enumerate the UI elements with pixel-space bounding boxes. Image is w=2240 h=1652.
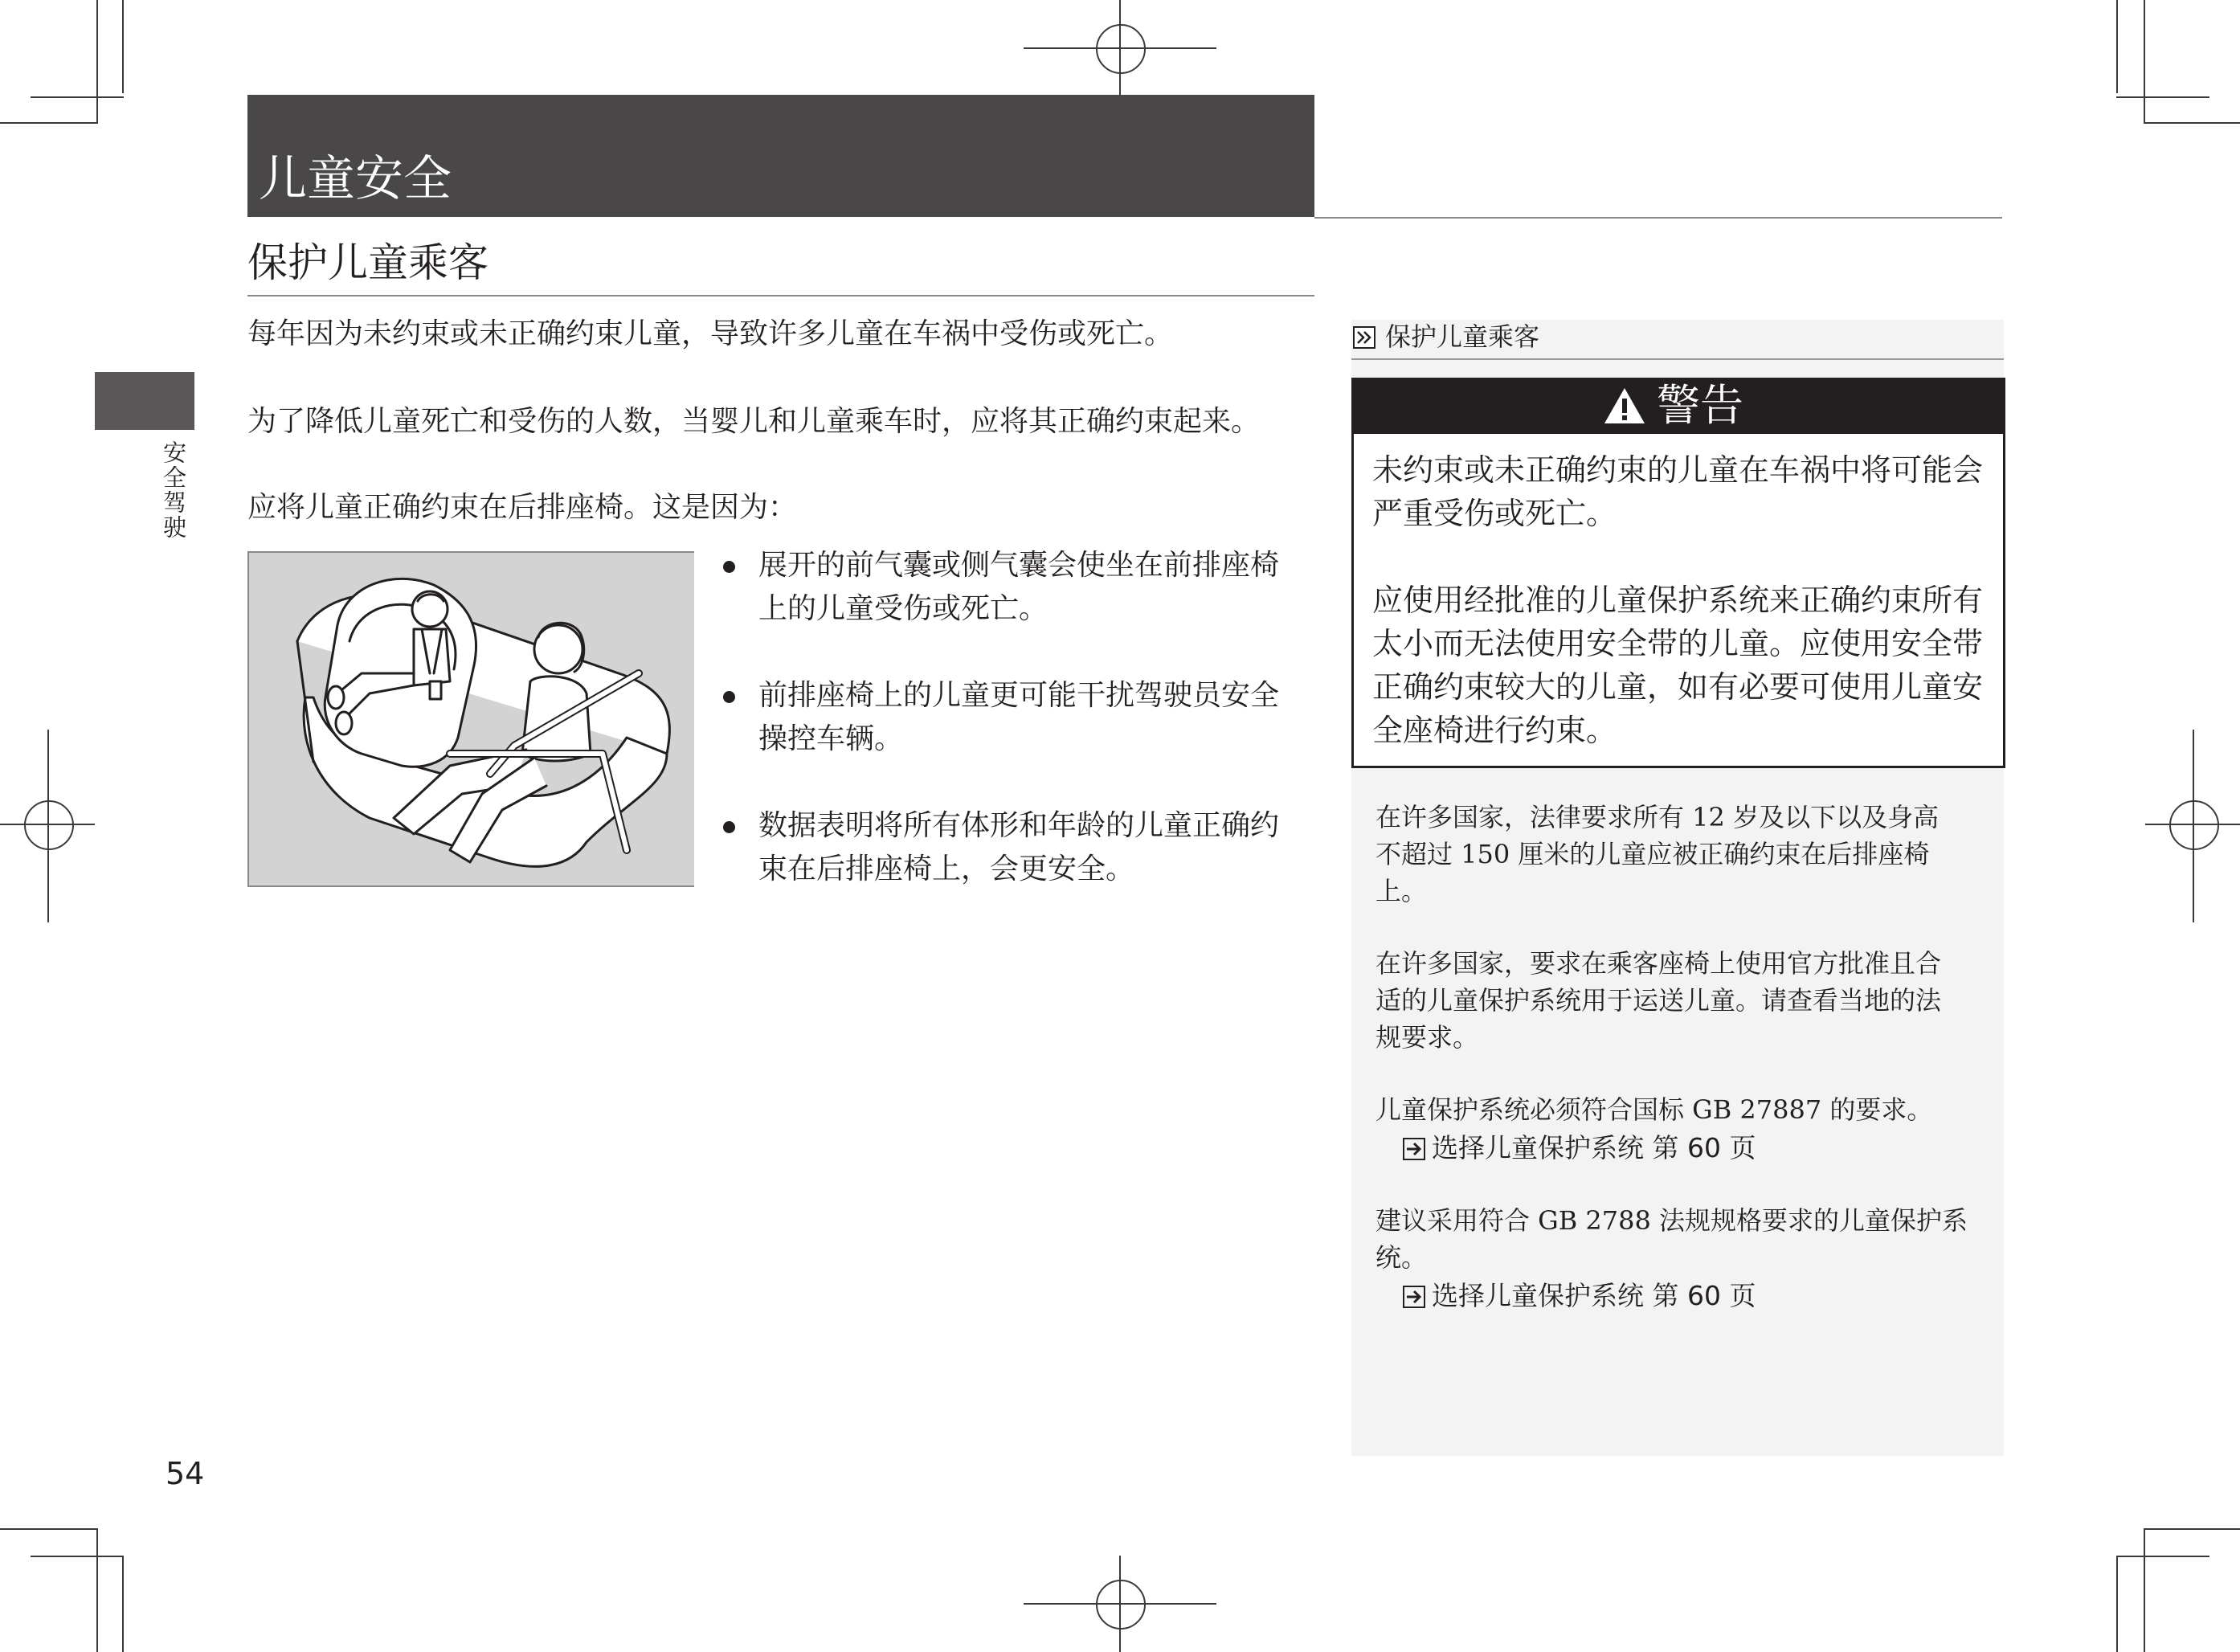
- page-subtitle: 保护儿童乘客: [247, 239, 488, 286]
- warning-triangle-icon: [1602, 386, 1647, 429]
- registration-target-right: [2169, 800, 2219, 850]
- bullet-dot: [723, 561, 735, 573]
- registration-target-bottom: [1096, 1580, 1146, 1630]
- note-2-line-3: 规要求。: [1375, 1022, 1479, 1053]
- sidebar-header: 保护儿童乘客: [1385, 321, 1540, 352]
- bullet-2-line-2: 操控车辆。: [758, 722, 904, 755]
- child-seat-illustration: [247, 551, 694, 887]
- subtitle-rule: [247, 295, 1314, 296]
- bullet-2-line-1: 前排座椅上的儿童更可能干扰驾驶员安全: [758, 679, 1280, 712]
- side-tab[interactable]: [95, 372, 194, 430]
- link-select-child-seat-1[interactable]: [1403, 1130, 1756, 1167]
- bullet-1-line-2: 上的儿童受伤或死亡。: [758, 592, 1048, 625]
- link-1-label: 选择儿童保护系统: [1432, 1132, 1644, 1163]
- warning-para-2-line-2: 太小而无法使用安全带的儿童。应使用安全带: [1372, 626, 1984, 661]
- note-2-line-2: 适的儿童保护系统用于运送儿童。请查看当地的法: [1375, 985, 1942, 1016]
- registration-target-left: [24, 800, 74, 850]
- body-paragraph-3-rest: 。这是因为：: [623, 491, 798, 524]
- page-number: 54: [166, 1456, 205, 1491]
- note-1-line-3: 上。: [1375, 876, 1428, 906]
- body-paragraph-2: 为了降低儿童死亡和受伤的人数，当婴儿和儿童乘车时，应将其正确约束起来。: [247, 405, 1261, 438]
- body-paragraph-3-bold: 应将儿童正确约束在后排座椅: [247, 491, 624, 524]
- bullet-dot: [723, 691, 735, 703]
- link-arrow-icon: [1403, 1138, 1425, 1160]
- link-2-page: 第 60 页: [1652, 1280, 1756, 1311]
- link-2-label: 选择儿童保护系统: [1432, 1280, 1644, 1311]
- body-paragraph-1: 每年因为未约束或未正确约束儿童，导致许多儿童在车祸中受伤或死亡。: [247, 317, 1174, 350]
- note-4-line-1: 建议采用符合 GB 2788 法规规格要求的儿童保护系: [1375, 1205, 1968, 1236]
- warning-title: 警告: [1657, 380, 1743, 431]
- warning-para-1-line-2: 严重受伤或死亡。: [1372, 496, 1617, 531]
- note-3: 儿童保护系统必须符合国标 GB 27887 的要求。: [1375, 1094, 1933, 1125]
- registration-target-top: [1096, 24, 1146, 74]
- link-select-child-seat-2[interactable]: [1403, 1278, 1756, 1315]
- bullet-3-line-2: 束在后排座椅上，会更安全。: [758, 853, 1135, 885]
- warning-para-2-line-4: 全座椅进行约束。: [1372, 713, 1617, 748]
- bullet-dot: [723, 821, 735, 833]
- note-4-line-2: 统。: [1375, 1242, 1428, 1273]
- warning-para-1-line-1: 未约束或未正确约束的儿童在车祸中将可能会: [1372, 452, 1984, 488]
- sidebar-header-rule: [1351, 358, 2004, 360]
- note-1-line-2: 不超过 150 厘米的儿童应被正确约束在后排座椅: [1375, 839, 1930, 869]
- bullet-1-line-1: 展开的前气囊或侧气囊会使坐在前排座椅: [758, 549, 1280, 582]
- note-2-line-1: 在许多国家，要求在乘客座椅上使用官方批准且合: [1375, 948, 1942, 979]
- warning-para-2-line-3: 正确约束较大的儿童，如有必要可使用儿童安: [1372, 669, 1984, 705]
- bullet-3-line-1: 数据表明将所有体形和年龄的儿童正确约: [758, 809, 1280, 842]
- link-arrow-icon: [1403, 1286, 1425, 1308]
- link-1-page: 第 60 页: [1652, 1132, 1756, 1163]
- warning-para-2-line-1: 应使用经批准的儿童保护系统来正确约束所有: [1372, 583, 1984, 618]
- side-tab-label: 安全驾驶: [160, 440, 187, 540]
- header-rule: [1314, 217, 2002, 219]
- body-paragraph-3: [247, 485, 797, 530]
- section-title: 儿童安全: [259, 151, 452, 207]
- note-1-line-1: 在许多国家，法律要求所有 12 岁及以下以及身高: [1375, 802, 1940, 832]
- double-chevron-icon: [1353, 326, 1375, 349]
